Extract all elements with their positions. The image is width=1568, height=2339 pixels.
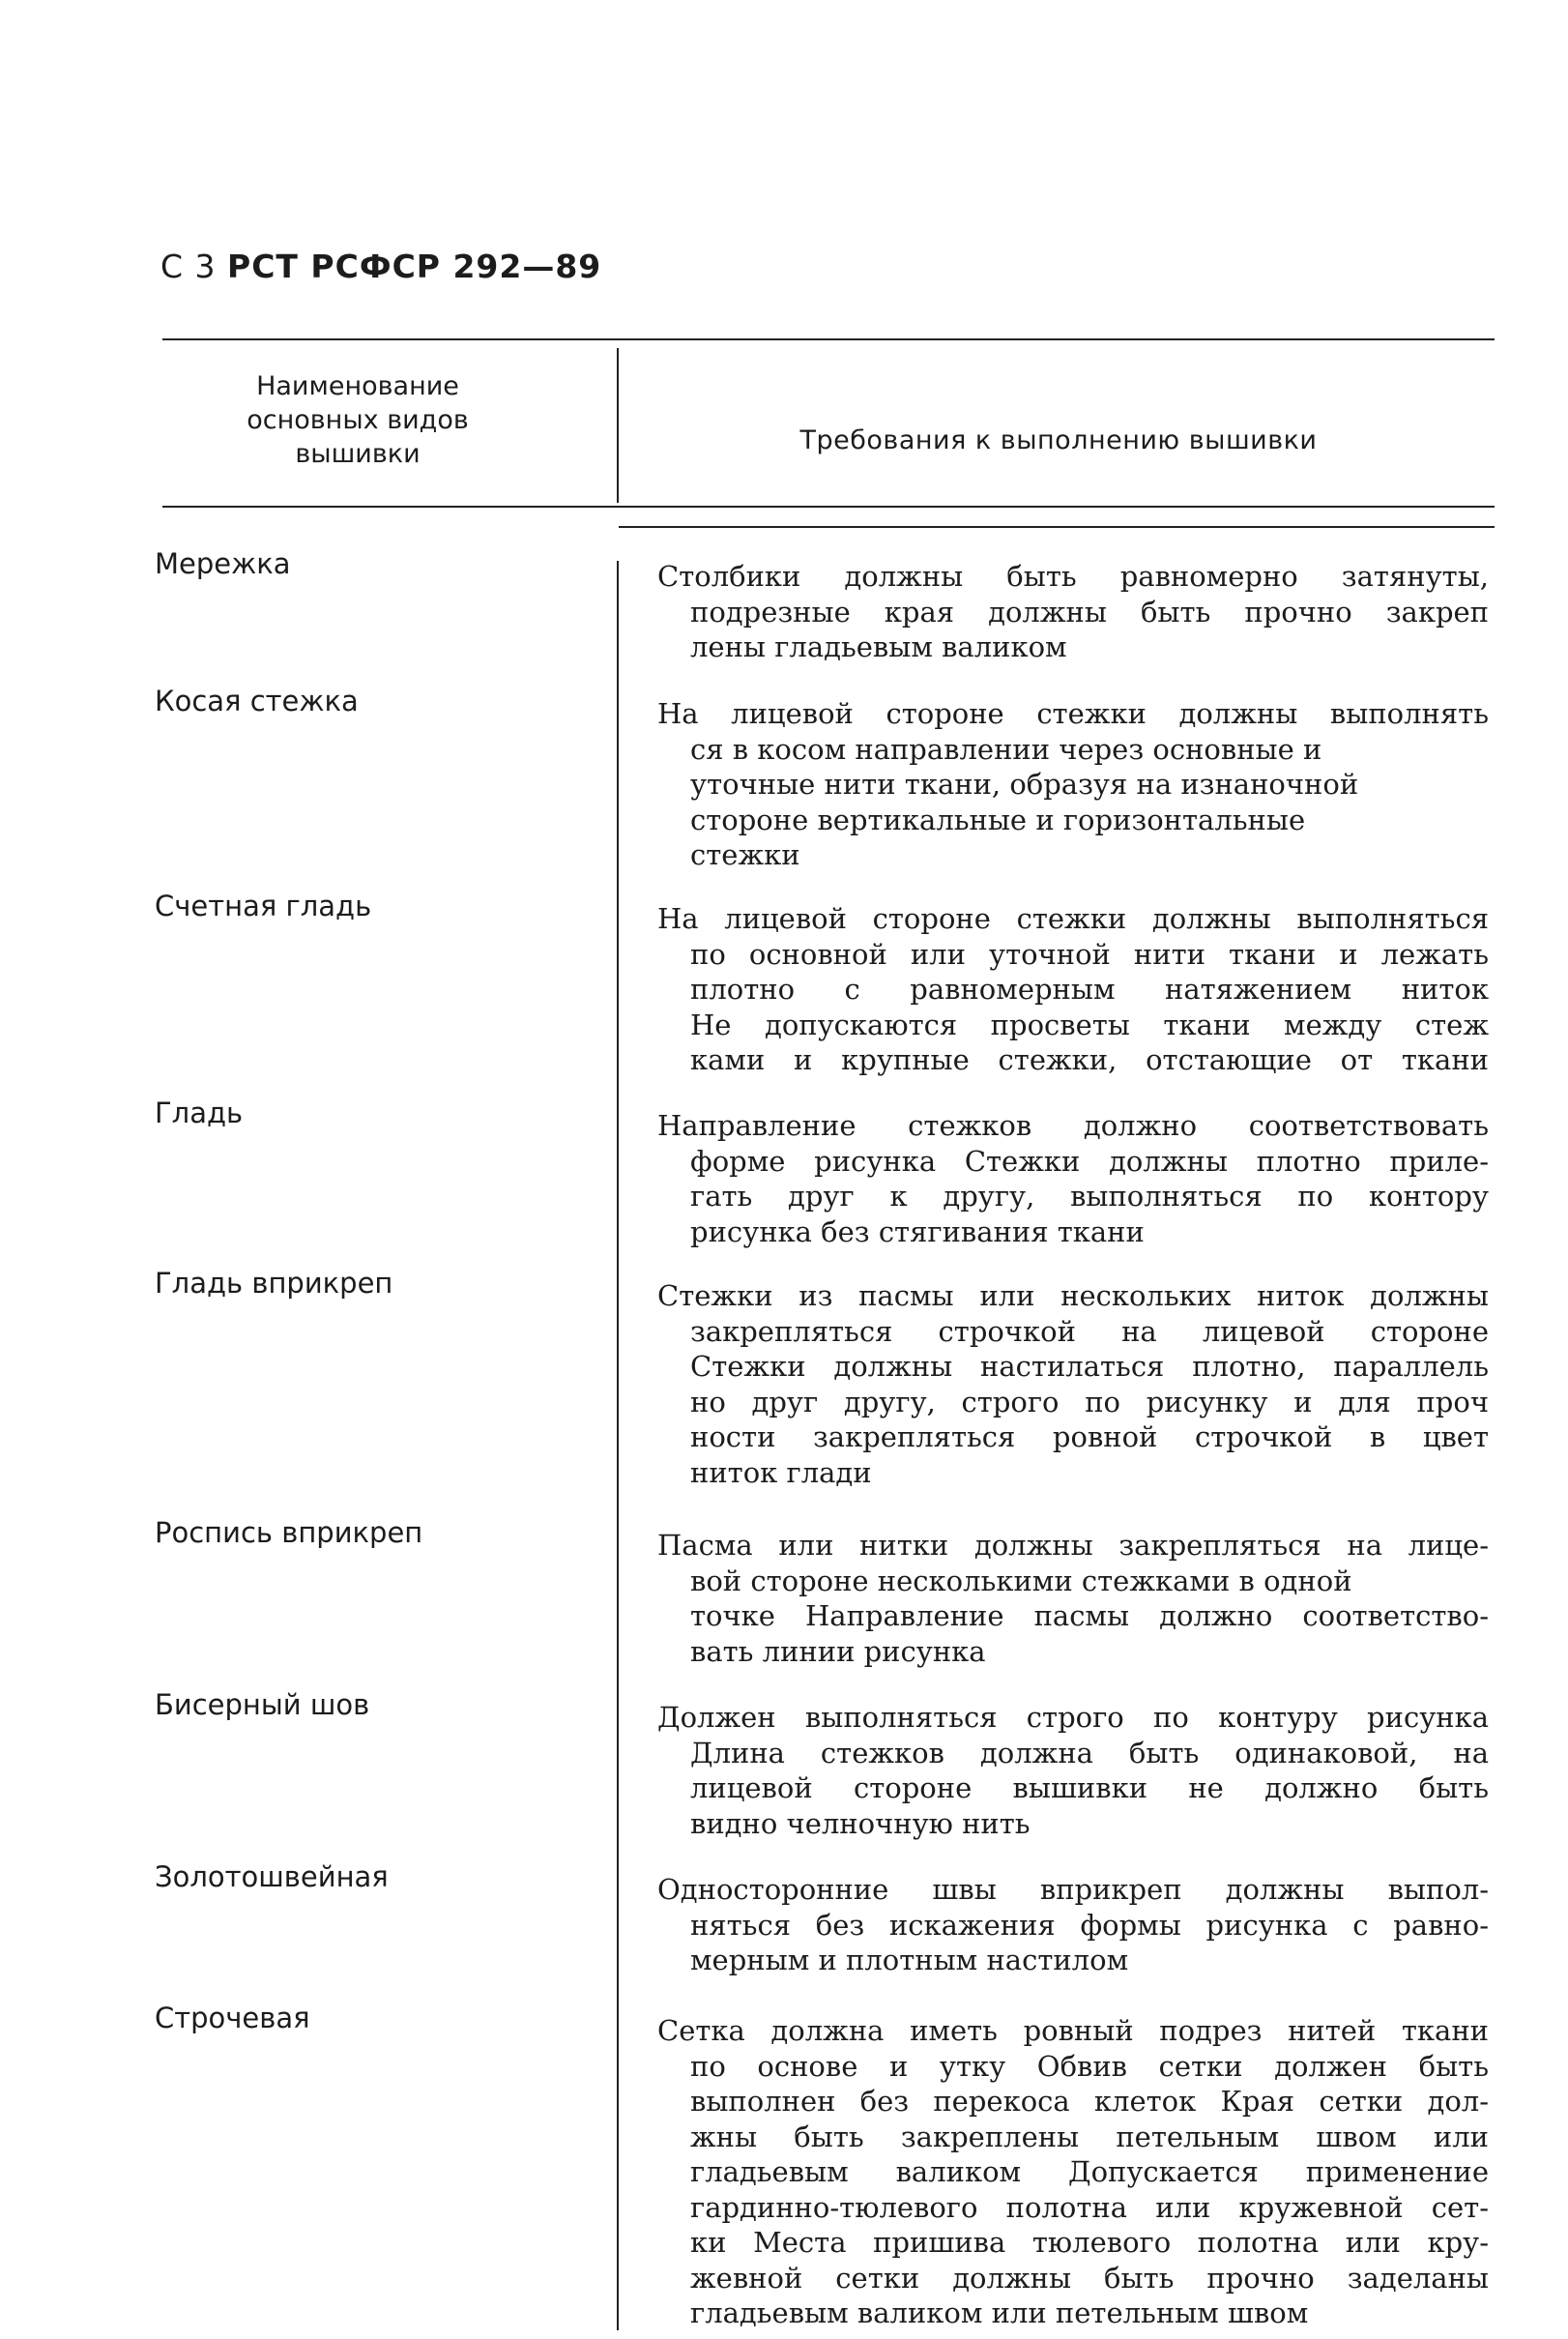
header-column-divider <box>617 348 619 503</box>
requirement-line: выполнен без перекоса клеток Края сетки дол- <box>690 2085 1489 2118</box>
requirement-line: ниток глади <box>690 1455 872 1489</box>
column-header-requirements: Требования к выполнению вышивки <box>799 425 1318 455</box>
requirement-line: гать друг к другу, выполняться по контору <box>690 1180 1489 1213</box>
requirement-line: лицевой стороне вышивки не должно быть <box>690 1771 1489 1804</box>
requirement-line: рисунка без стягивания ткани <box>690 1214 1145 1248</box>
requirement-line: Направление стежков должно соответствовать <box>657 1109 1489 1142</box>
embroidery-requirements <box>657 2013 1508 2331</box>
embroidery-requirements <box>657 901 1508 1078</box>
embroidery-type-name: Золотошвейная <box>155 1860 389 1893</box>
requirement-line: Длина стежков должна быть одинаковой, на <box>690 1736 1489 1769</box>
requirement-line: ности закрепляться ровной строчкой в цвет <box>690 1420 1489 1453</box>
page-number: С 3 <box>160 248 217 285</box>
requirement-line: Не допускаются просветы ткани между стеж <box>690 1008 1489 1041</box>
embroidery-requirements <box>657 1700 1508 1841</box>
embroidery-type-name: Бисерный шов <box>155 1688 370 1721</box>
requirement-line: ками и крупные стежки, отстающие от ткани <box>690 1043 1489 1076</box>
embroidery-type-name: Гладь <box>155 1096 244 1129</box>
requirement-line: стороне вертикальные и горизонтальные <box>690 803 1306 836</box>
requirement-line: точке Направление пасмы должно соответство- <box>690 1599 1489 1632</box>
requirement-line: стежки <box>690 838 800 871</box>
requirement-line: по основе и утку Обвив сетки должен быть <box>690 2049 1489 2083</box>
embroidery-type-name: Роспись вприкреп <box>155 1516 423 1549</box>
column-header-name-line: основных видов <box>247 405 469 435</box>
header-bottom-rule-right <box>619 526 1495 528</box>
embroidery-requirements <box>657 1278 1508 1490</box>
requirement-line: по основной или уточной нити ткани и лежать <box>690 937 1489 971</box>
requirement-line: гладьевым валиком Допускается применение <box>690 2155 1489 2188</box>
column-header-name-line: вышивки <box>295 439 421 469</box>
embroidery-type-name: Счетная гладь <box>155 890 372 922</box>
embroidery-requirements <box>657 559 1508 665</box>
embroidery-type-name: Строчевая <box>155 2002 310 2034</box>
embroidery-requirements <box>657 1872 1508 1978</box>
body-column-divider <box>617 561 619 2330</box>
requirement-line: жны быть закреплены петельным швом или <box>690 2120 1489 2153</box>
column-header-name <box>203 369 512 471</box>
requirement-line: видно челночную нить <box>690 1806 1031 1840</box>
requirement-line: но друг другу, строго по рисунку и для проч <box>690 1385 1489 1418</box>
embroidery-type-name: Мережка <box>155 547 291 580</box>
requirement-line: Односторонние швы вприкреп должны выпол- <box>657 1873 1489 1906</box>
header-bottom-rule-left <box>162 506 1495 508</box>
requirement-line: Стежки должны настилаться плотно, параллель <box>690 1350 1489 1383</box>
requirement-line: Сетка должна иметь ровный подрез нитей ткани <box>657 2014 1489 2047</box>
requirement-line: жевной сетки должны быть прочно заделаны <box>690 2261 1489 2295</box>
requirement-line: уточные нити ткани, образуя на изнаночной <box>690 768 1359 801</box>
requirement-line: вой стороне несколькими стежками в одной <box>690 1564 1352 1597</box>
requirement-line: Столбики должны быть равномерно затянуты, <box>657 560 1489 593</box>
requirement-line: Стежки из пасмы или нескольких ниток должны <box>657 1279 1489 1312</box>
requirement-line: няться без искажения формы рисунка с равно- <box>690 1908 1489 1942</box>
requirement-line: На лицевой стороне стежки должны выполняться <box>657 902 1489 935</box>
column-header-name-line: Наименование <box>256 371 459 401</box>
embroidery-type-name: Гладь вприкреп <box>155 1267 393 1300</box>
standard-designation: РСТ РСФСР 292—89 <box>227 248 602 285</box>
requirement-line: вать линии рисунка <box>690 1634 986 1668</box>
requirement-line: лены гладьевым валиком <box>690 630 1067 663</box>
embroidery-requirements <box>657 1528 1508 1669</box>
requirement-line: гладьевым валиком или петельным швом <box>690 2296 1309 2329</box>
requirement-line: Пасма или нитки должны закрепляться на лице- <box>657 1529 1489 1562</box>
requirement-line: ся в косом направлении через основные и <box>690 732 1322 766</box>
requirement-line: форме рисунка Стежки должны плотно приле- <box>690 1144 1489 1178</box>
requirement-line: Должен выполняться строго по контуру рисунка <box>657 1701 1489 1734</box>
requirement-line: подрезные края должны быть прочно закреп <box>690 595 1489 629</box>
table-top-rule <box>162 338 1495 340</box>
page-header <box>160 248 601 285</box>
embroidery-requirements <box>657 1108 1508 1249</box>
requirement-line: На лицевой стороне стежки должны выполнять <box>657 697 1489 730</box>
requirement-line: гардинно-тюлевого полотна или кружевной сет- <box>690 2190 1489 2224</box>
requirement-line: мерным и плотным настилом <box>690 1944 1129 1976</box>
requirement-line: плотно с равномерным натяжением ниток <box>690 973 1489 1006</box>
embroidery-requirements <box>657 696 1508 873</box>
embroidery-type-name: Косая стежка <box>155 685 359 717</box>
requirement-line: ки Места пришива тюлевого полотна или кру- <box>690 2226 1489 2259</box>
requirement-line: закрепляться строчкой на лицевой стороне <box>690 1314 1489 1348</box>
